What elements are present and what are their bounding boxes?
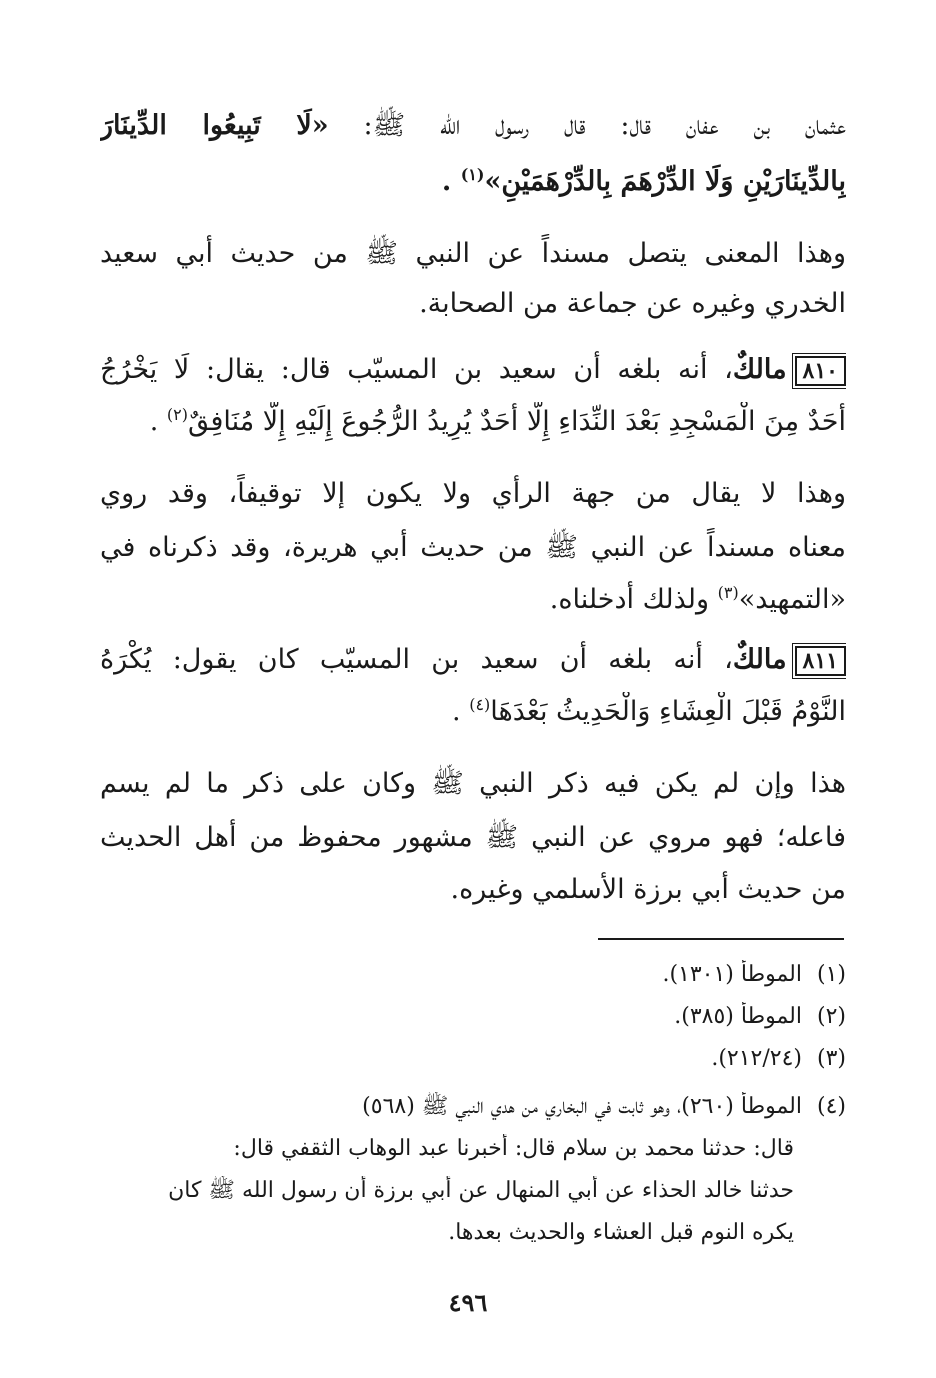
hadith-810-line1	[100, 350, 846, 390]
footnote-mark: (٤)	[816, 1094, 846, 1119]
footnote-mark: (٣)	[816, 1046, 846, 1071]
hadith-quote: بِالدِّينَارَيْنِ وَلَا الدِّرْهَمَ بِالدِّرْهَمَيْنِ»	[484, 166, 846, 197]
para2-line1: وهذا المعنى يتصل مسنداً عن النبي ﷺ من حديث أبي سعيد	[100, 238, 846, 269]
footnote-4-line3: حدثنا خالد الحذاء عن أبي المنهال عن أبي برزة أن رسول الله ﷺ كان	[168, 1178, 794, 1203]
hadith-number-box: ٨١٠	[795, 356, 846, 386]
para1-line2	[100, 162, 846, 202]
narrator-name: مالكٌ	[732, 354, 787, 385]
hadith-number-box: ٨١١	[795, 646, 846, 676]
footnote-ref-4[interactable]: (٤)	[469, 695, 491, 714]
para3-line2: معناه مسنداً عن النبي ﷺ من حديث أبي هريرة، وقد ذكرناه في	[100, 532, 846, 563]
text-run: .	[441, 166, 461, 197]
hadith-810-line2	[100, 402, 846, 442]
para2-line2: الخدري وغيره عن جماعة من الصحابة.	[419, 288, 846, 319]
footnote-mark: (٢)	[816, 1004, 846, 1029]
text-run: .	[149, 406, 167, 437]
footnote-4-line2: قال: حدثنا محمد بن سلام قال: أخبرنا عبد الوهاب الثقفي قال:	[233, 1136, 794, 1161]
footnote-divider	[598, 938, 844, 940]
hadith-811-line1	[100, 640, 846, 680]
book-title: «التمهيد»	[738, 584, 846, 615]
para4-line2: فاعله؛ فهو مروي عن النبي ﷺ مشهور محفوظ من أهل الحديث	[100, 822, 846, 853]
footnote-ref-3[interactable]: (٣)	[717, 583, 739, 602]
hadith-811-line2	[100, 692, 846, 732]
footnote-2	[100, 1002, 846, 1032]
footnote-3	[100, 1044, 846, 1074]
footnote-text: (٢١٢/٢٤).	[711, 1046, 802, 1071]
para1-line1	[100, 106, 846, 146]
footnote-ref-2[interactable]: (٢)	[166, 405, 188, 424]
footnote-text: الموطأ (٢٦٠)، وهو ثابت في البخاري من هدي النبي ﷺ (٥٦٨)	[362, 1094, 802, 1119]
footnote-4-line4: يكره النوم قبل العشاء والحديث بعدها.	[448, 1220, 794, 1245]
text-run: ، أنه بلغه أن سعيد بن المسيّب قال: يقال: لَا يَخْرُجُ	[100, 354, 733, 385]
para4-line3: من حديث أبي برزة الأسلمي وغيره.	[450, 874, 846, 905]
narrator-name: مالكٌ	[732, 644, 787, 675]
footnote-mark: (١)	[816, 962, 846, 987]
footnote-text: الموطأ (١٣٠١).	[662, 962, 802, 987]
text-run: ولذلك أدخلناه.	[549, 584, 718, 615]
page-number: ٤٩٦	[448, 1288, 488, 1317]
para3-line3	[100, 580, 846, 620]
footnote-1	[100, 960, 846, 990]
hadith-quote: «لَا تَبِيعُوا الدِّينَارَ	[100, 110, 329, 141]
footnote-4-line1	[100, 1092, 846, 1122]
footnote-ref-1[interactable]: (١)	[460, 165, 485, 184]
text-run: ، أنه بلغه أن سعيد بن المسيّب كان يقول: يُكْرَهُ	[100, 644, 733, 675]
text-run: أَحَدٌ مِنَ الْمَسْجِدِ بَعْدَ النِّدَاءِ إِلَّا أَحَدٌ يُرِيدُ الرُّجُوعَ إِلَيْهِ إِلَّا مُنَافِقٌ	[187, 406, 846, 437]
para4-line1: هذا وإن لم يكن فيه ذكر النبي ﷺ وكان على ذكر ما لم يسم	[100, 768, 846, 799]
text-run: النَّوْمُ قَبْلَ الْعِشَاءِ وَالْحَدِيثُ بَعْدَهَا	[490, 696, 846, 727]
text-run: عثمان بن عفان قال: قال رسول الله ﷺ:	[328, 110, 846, 141]
text-run: .	[452, 696, 470, 727]
footnote-text: الموطأ (٣٨٥).	[674, 1004, 802, 1029]
para3-line1: وهذا لا يقال من جهة الرأي ولا يكون إلا توقيفاً، وقد روي	[100, 478, 846, 509]
